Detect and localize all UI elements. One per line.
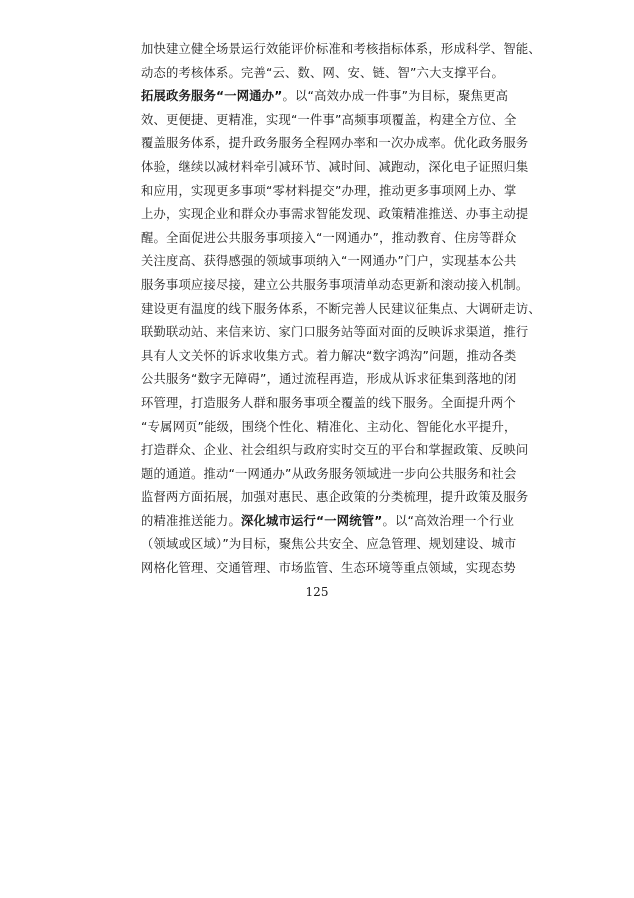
text-run: 效、更便捷、更精准，实现“一件事”高频事项覆盖，构建全方位、全	[141, 112, 517, 127]
text-run: 动态的考核体系。完善“云、数、网、安、链、智”六大支撑平台。	[141, 65, 505, 80]
text-line	[141, 321, 529, 345]
text-line	[141, 486, 529, 510]
text-run: 关注度高、获得感强的领域事项纳入“一网通办”门户，实现基本公共	[141, 254, 517, 269]
text-line	[141, 250, 517, 274]
text-line	[141, 274, 529, 298]
text-run: 服务事项应接尽接，建立公共服务事项清单动态更新和滚动接入机制。	[141, 277, 529, 292]
bold-heading-run: 深化城市运行“一网统管”	[240, 513, 383, 528]
text-run: 环管理，打造服务人群和服务事项全覆盖的线下服务。全面提升两个	[141, 395, 516, 410]
text-line	[141, 439, 529, 463]
text-run: 和应用，实现更多事项“零材料提交”办理，推动更多事项网上办、掌	[141, 183, 517, 198]
text-line	[141, 85, 509, 109]
text-line	[141, 227, 517, 251]
page-number: 125	[305, 585, 329, 599]
text-run: 醒。全面促进公共服务事项接入“一网通办”，推动教育、住房等群众	[141, 230, 517, 245]
text-run: （领域或区域）”为目标，聚焦公共安全、应急管理、规划建设、城市	[141, 537, 517, 552]
text-run: 监督两方面拓展，加强对惠民、惠企政策的分类梳理，提升政策及服务	[141, 490, 529, 505]
text-line	[141, 109, 517, 133]
text-run: “专属网页”能级，围绕个性化、精准化、主动化、智能化水平提升，	[141, 419, 517, 434]
text-run: 公共服务“数字无障碍”，通过流程再造，形成从诉求征集到落地的闭	[141, 372, 517, 387]
text-line	[141, 557, 516, 581]
text-run: 加快建立健全场景运行效能评价标准和考核指标体系，形成科学、智能、	[141, 42, 541, 56]
text-line	[141, 132, 529, 156]
text-line	[141, 463, 517, 487]
text-run: 网格化管理、交通管理、市场监管、生态环境等重点领域，实现态势	[141, 561, 516, 576]
text-run: 。以“高效治理一个行业	[382, 513, 515, 528]
text-run: 建设更有温度的线下服务体系，不断完善人民建议征集点、大调研走访、	[141, 301, 541, 316]
text-line	[141, 180, 517, 204]
text-run: 。以“高效办成一件事”为目标，聚焦更高	[282, 89, 509, 104]
text-run: 体验，继续以减材料牵引减环节、减时间、减跑动，深化电子证照归集	[141, 159, 529, 174]
text-line	[141, 345, 517, 369]
text-run: 上办，实现企业和群众办事需求智能发现、政策精准推送、办事主动提	[141, 207, 529, 222]
bold-heading-run: 拓展政务服务“一网通办”	[141, 89, 283, 104]
text-run: 覆盖服务体系，提升政务服务全程网办率和一次办成率。优化政务服务	[141, 136, 529, 151]
text-line	[141, 62, 505, 86]
text-line	[141, 203, 529, 227]
text-run: 的精准推送能力。	[141, 513, 241, 528]
text-line	[141, 533, 517, 557]
text-line	[141, 156, 529, 180]
text-line	[141, 392, 516, 416]
text-run: 打造群众、企业、社会组织与政府实时交互的平台和掌握政策、反映问	[141, 443, 529, 458]
text-line	[141, 368, 517, 392]
text-line	[141, 38, 541, 62]
text-line	[141, 416, 517, 440]
text-line	[141, 510, 515, 534]
body-text	[141, 38, 541, 581]
text-run: 题的通道。推动“一网通办”从政务服务领域进一步向公共服务和社会	[141, 466, 517, 481]
text-run: 具有人文关怀的诉求收集方式。着力解决“数字鸿沟”问题，推动各类	[141, 348, 517, 363]
text-run: 联勤联动站、来信来访、家门口服务站等面对面的反映诉求渠道，推行	[141, 325, 529, 340]
text-line	[141, 298, 541, 322]
